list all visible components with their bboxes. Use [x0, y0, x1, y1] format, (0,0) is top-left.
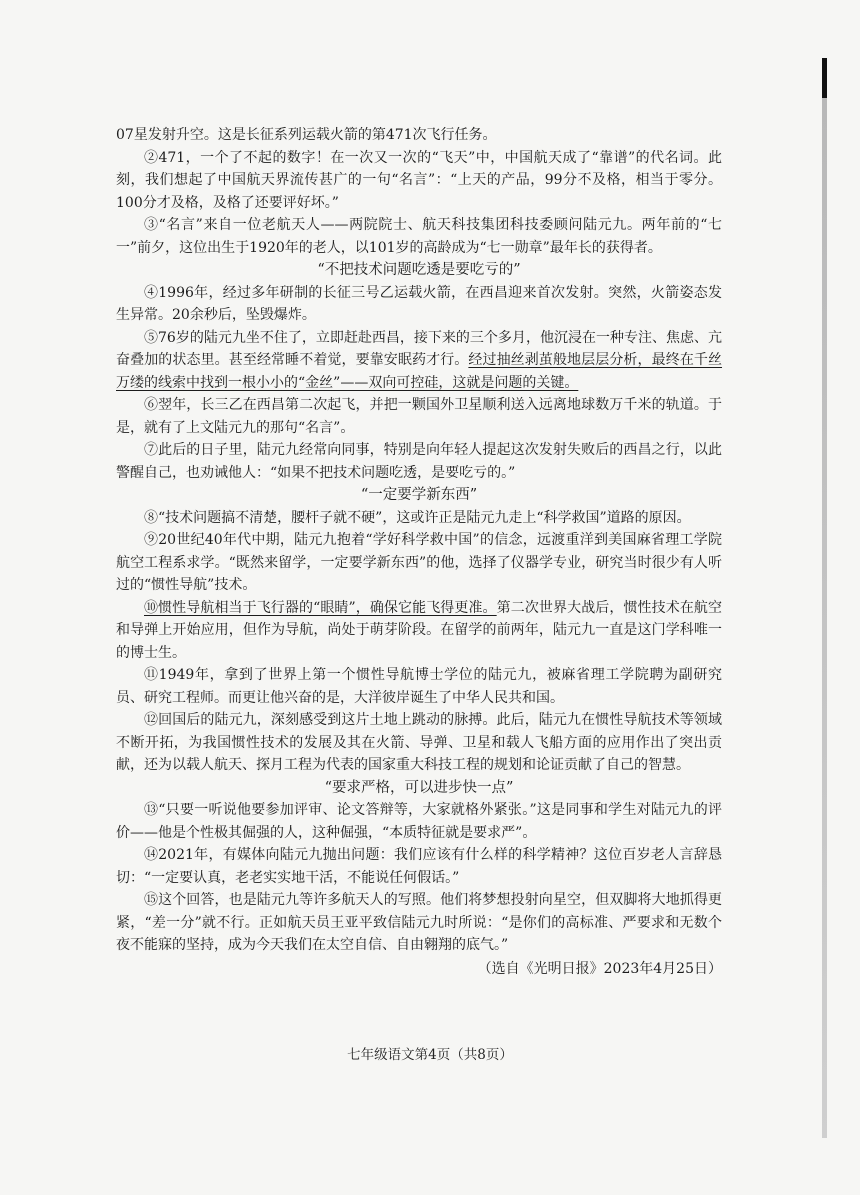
subheading-3: “要求严格，可以进步快一点”: [324, 779, 514, 796]
paragraph-13: ⑬“只要一听说他要参加评审、论文答辩等，大家就格外紧张。”这是同事和学生对陆元九的评价——他是个性极其倔强的人，这种倔强，“本质特征就是要求严”。: [116, 802, 722, 841]
page-footer: 七年级语文第4页（共8页）: [347, 1047, 513, 1063]
paragraph-4: ④1996年，经过多年研制的长征三号乙运载火箭，在西昌迎来首次发射。突然，火箭姿态发生异常。20余秒后，坠毁爆炸。: [116, 284, 722, 323]
paragraph-9: ⑨20世纪40年代中期，陆元九抱着“学好科学救中国”的信念，远渡重洋到美国麻省理工学院航空工程系求学。“既然来留学，一定要学新东西”的他，选择了仪器学专业，研究当时很少有人听过的“惯性导航”技术。: [116, 532, 722, 593]
article-body: [116, 124, 722, 981]
paragraph-0: 07星发射升空。这是长征系列运载火箭的第471次飞行任务。: [116, 127, 497, 143]
paragraph-10-underlined: ⑩惯性导航相当于飞行器的“眼睛”，确保它能飞得更准。: [144, 599, 497, 616]
subheading-2: “一定要学新东西”: [360, 487, 478, 503]
paragraph-10-text: 第二次世界大战后，惯性技术在航空和导弹上开始应用，但作为导航，尚处于萌芽阶段。在留学的前两年，陆元九一直是这门学科唯一的博士生。: [116, 599, 722, 661]
paragraph-14: ⑭2021年，有媒体向陆元九抛出问题：我们应该有什么样的科学精神？这位百岁老人言辞恳切：“一定要认真，老老实实地干活，不能说任何假话。”: [116, 847, 722, 886]
paragraph-5: [116, 327, 722, 395]
subheading-1: “不把技术问题吃透是要吃亏的”: [317, 262, 521, 278]
paragraph-5-text: ⑤76岁的陆元九坐不住了，立即赶赴西昌，接下来的三个多月，他沉浸在一种专注、焦虑、亢奋叠加的状态里。甚至经常睡不着觉，要靠安眠药才行。: [116, 329, 722, 368]
paragraph-8: ⑧“技术问题搞不清楚，腰杆子就不硬”，这或许正是陆元九走上“科学救国”道路的原因。: [144, 509, 691, 526]
paragraph-11: ⑪1949年，拿到了世界上第一个惯性导航博士学位的陆元九，被麻省理工学院聘为副研究员、研究工程师。而更让他兴奋的是，大洋彼岸诞生了中华人民共和国。: [116, 667, 722, 706]
paragraph-6: ⑥翌年，长三乙在西昌第二次起飞，并把一颗国外卫星顺利送入远离地球数万千米的轨道。于是，就有了上文陆元九的那句“名言”。: [116, 397, 722, 436]
paragraph-12: ⑫回国后的陆元九，深刻感受到这片土地上跳动的脉搏。此后，陆元九在惯性导航技术等领域不断开拓，为我国惯性技术的发展及其在火箭、导弹、卫星和载人飞船方面的应用作出了突出贡献，还为以载人航天、探月工程为代表的国家重大科技工程的规划和论证贡献了自己的智慧。: [116, 712, 722, 773]
paragraph-10: [116, 597, 722, 665]
paragraph-7: ⑦此后的日子里，陆元九经常向同事，特别是向年轻人提起这次发射失败后的西昌之行，以此警醒自己，也劝诫他人：“如果不把技术问题吃透，是要吃亏的。”: [116, 442, 722, 481]
paragraph-15: ⑮这个回答，也是陆元九等许多航天人的写照。他们将梦想投射向星空，但双脚将大地抓得更紧，“差一分”就不行。正如航天员王亚平致信陆元九时所说：“是你们的高标准、严要求和无数个夜不能寐的坚持，成为今天我们在太空自信、自由翱翔的底气。”: [116, 892, 722, 953]
scan-edge-line: [822, 58, 827, 1138]
paragraph-5-underlined: 经过抽丝剥茧般地层层分析，最终在千丝万缕的线索中找到一根小小的“金丝”——双向可控硅，这就是问题的关键。: [116, 352, 723, 391]
paragraph-2: ②471，一个了不起的数字！在一次又一次的“飞天”中，中国航天成了“靠谱”的代名词。此刻，我们想起了中国航天界流传甚广的一句“名言”：“上天的产品，99分不及格，相当于零分。100分才及格，及格了还要评好坏。”: [116, 149, 722, 211]
paragraph-3: ③“名言”来自一位老航天人——两院院士、航天科技集团科技委顾问陆元九。两年前的“七一”前夕，这位出生于1920年的老人，以101岁的高龄成为“七一勋章”最年长的获得者。: [116, 217, 722, 256]
source-citation: （选自《光明日报》2023年4月25日）: [477, 960, 722, 977]
